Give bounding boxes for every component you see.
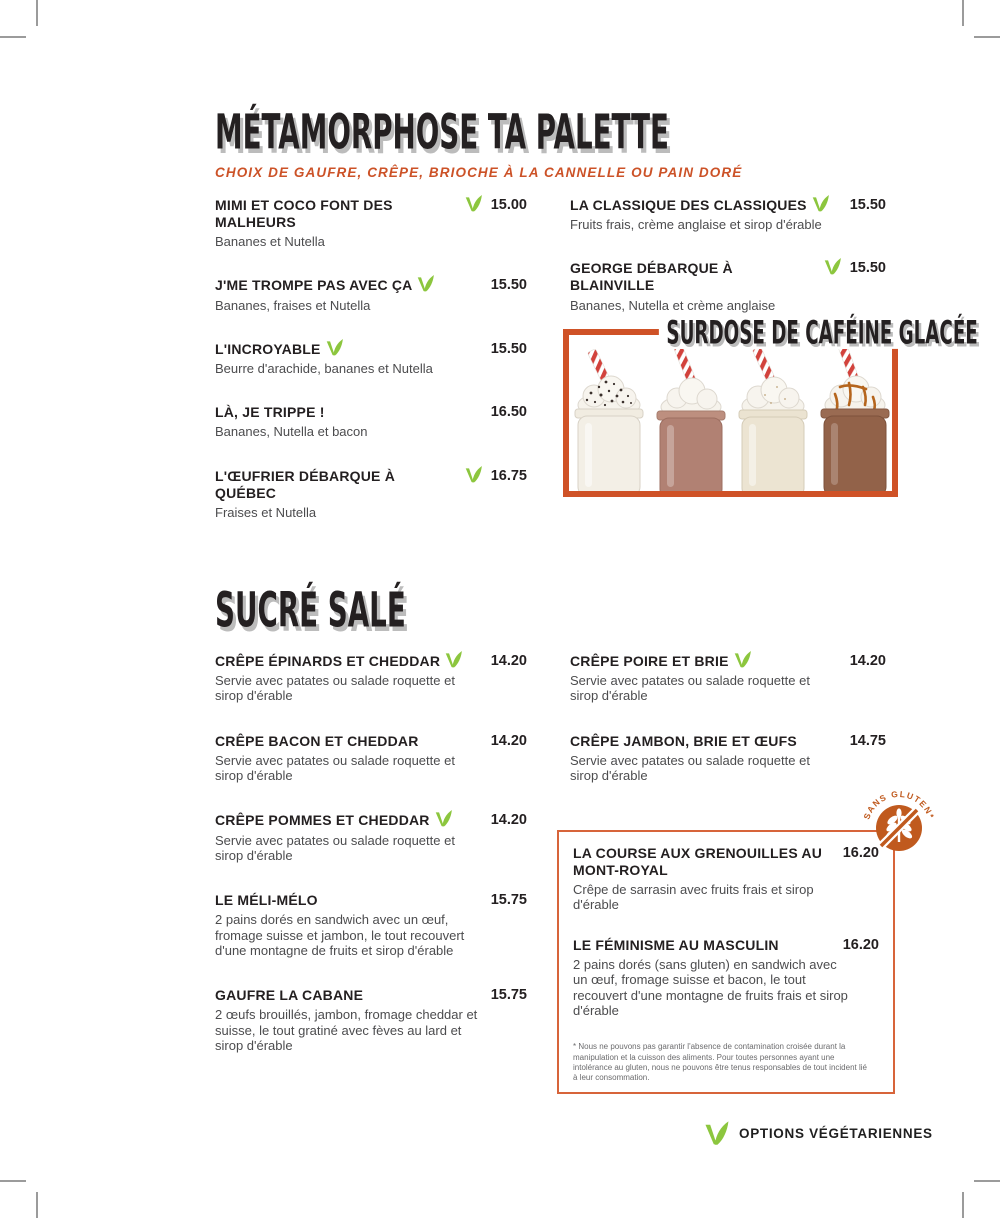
item-price: 15.75 — [490, 987, 527, 1004]
item-description: 2 pains dorés (sans gluten) en sandwich avec un œuf, fromage suisse et bacon, le tout recouvert d'une montagne de fruits frais et sirop d'érable — [573, 956, 848, 1018]
item-price: 16.50 — [490, 404, 527, 421]
milkshake-oreo — [575, 349, 643, 491]
section-1-title-wrap — [215, 104, 936, 161]
legend-label: OPTIONS VÉGÉTARIENNES — [739, 1126, 933, 1141]
section-2-title-wrap — [215, 582, 518, 639]
vegetarian-icon — [444, 650, 463, 669]
crop-mark — [962, 1192, 964, 1218]
item-name: J'ME TROMPE PAS AVEC ÇA — [215, 277, 413, 294]
crop-mark — [974, 36, 1000, 38]
item-description: Bananes, Nutella et bacon — [215, 424, 368, 440]
item-price: 14.75 — [849, 732, 886, 749]
item-price: 14.20 — [490, 732, 527, 749]
item-name: CRÊPE BACON ET CHEDDAR — [215, 732, 419, 749]
gluten-disclaimer: * Nous ne pouvons pas garantir l'absence de contamination croisée durant la manipulation et la cuisson des aliments. Pour toutes personnes ayant une intolérance au gluten, nous ne pouvons être tenus responsables de tout incident lié à leur consommation. — [573, 1042, 867, 1083]
gluten-free-badge — [856, 776, 942, 862]
item-name: LA CLASSIQUE DES CLASSIQUES — [570, 197, 807, 213]
milkshake-chocolate — [657, 349, 725, 491]
item-price: 15.00 — [490, 197, 527, 213]
gluten-badge-label: SANS GLUTEN* — [861, 788, 937, 821]
promo-title-wrap — [563, 313, 978, 352]
menu-item — [215, 197, 527, 249]
vegetarian-icon — [464, 465, 483, 484]
vegetarian-icon — [325, 338, 344, 357]
promo-title: SURDOSE DE CAFÉINE GLACÉE — [659, 317, 985, 349]
section-2-right-column — [570, 653, 886, 812]
item-name: LE FÉMINISME AU MASCULIN — [573, 936, 779, 953]
item-name: LÀ, JE TRIPPE ! — [215, 404, 325, 421]
menu-item — [215, 653, 527, 704]
item-price: 15.50 — [490, 340, 527, 357]
crop-mark — [36, 0, 38, 26]
item-description: Servie avec patates ou salade roquette et sirop d'érable — [215, 752, 455, 784]
item-name: LA COURSE AUX GRENOUILLES AU MONT-ROYAL — [573, 845, 823, 879]
menu-item — [215, 733, 527, 784]
item-name: LE MÉLI-MÉLO — [215, 892, 318, 909]
menu-item — [215, 892, 527, 958]
item-name: CRÊPE JAMBON, BRIE ET ŒUFS — [570, 732, 797, 749]
item-description: Servie avec patates ou salade roquette et sirop d'érable — [215, 673, 455, 704]
menu-item — [215, 987, 527, 1053]
item-price: 15.50 — [849, 197, 886, 213]
gluten-free-box — [557, 830, 895, 1094]
vegetarian-icon — [811, 194, 830, 213]
vegetarian-icon — [416, 274, 435, 293]
menu-item — [570, 197, 886, 232]
item-description: Servie avec patates ou salade roquette et sirop d'érable — [570, 673, 810, 704]
crop-mark — [36, 1192, 38, 1218]
item-name: CRÊPE POMMES ET CHEDDAR — [215, 812, 430, 829]
menu-item — [215, 341, 527, 376]
milkshake-caramel — [821, 349, 889, 491]
menu-item — [570, 733, 886, 784]
item-price: 14.20 — [490, 812, 527, 829]
menu-item — [570, 653, 886, 704]
item-price: 16.20 — [842, 845, 879, 861]
vegetarian-icon — [703, 1120, 730, 1147]
menu-item — [215, 404, 527, 439]
vegetarian-icon — [464, 194, 483, 213]
item-description: Servie avec patates ou salade roquette et sirop d'érable — [570, 752, 810, 784]
vegetarian-icon — [434, 809, 453, 828]
vegetarian-icon — [733, 650, 752, 669]
milkshake-vanilla — [739, 349, 807, 491]
item-description: Crêpe de sarrasin avec fruits frais et sirop d'érable — [573, 882, 814, 913]
vegetarian-legend — [703, 1120, 933, 1147]
menu-item — [573, 937, 879, 1018]
crop-mark — [0, 36, 26, 38]
section-title: MÉTAMORPHOSE TA PALETTE — [215, 104, 669, 161]
item-description: Bananes, Nutella et crème anglaise — [570, 297, 776, 313]
promo-box-iced-coffee — [563, 313, 978, 497]
item-price: 16.75 — [490, 467, 527, 484]
item-description: Bananes et Nutella — [215, 234, 325, 250]
item-name: MIMI ET COCO FONT DES MALHEURS — [215, 197, 393, 231]
item-description: Fraises et Nutella — [215, 504, 317, 520]
item-description: Bananes, fraises et Nutella — [215, 297, 371, 313]
item-price: 14.20 — [490, 653, 527, 669]
item-price: 16.20 — [842, 936, 879, 953]
item-description: Servie avec patates ou salade roquette et sirop d'érable — [215, 832, 455, 863]
item-name: CRÊPE ÉPINARDS ET CHEDDAR — [215, 653, 441, 669]
item-description: 2 pains dorés en sandwich avec un œuf, fromage suisse et jambon, le tout recouvert d'une montagne de fruits et sirop d'érable — [215, 912, 465, 958]
section-subtitle: CHOIX DE GAUFRE, CRÊPE, BRIOCHE À LA CANNELLE OU PAIN DORÉ — [215, 165, 743, 180]
menu-item — [215, 277, 527, 312]
section-1-left-column — [215, 197, 527, 548]
menu-item — [573, 845, 879, 913]
item-name: CRÊPE POIRE ET BRIE — [570, 653, 729, 669]
menu-item — [215, 812, 527, 863]
crop-mark — [0, 1180, 26, 1182]
item-name: L'ŒUFRIER DÉBARQUE À QUÉBEC — [215, 467, 395, 501]
vegetarian-icon — [823, 257, 842, 276]
crop-mark — [974, 1180, 1000, 1182]
item-description: 2 œufs brouillés, jambon, fromage cheddar et suisse, le tout gratiné avec fèves au lard et sirop d'érable — [215, 1007, 478, 1053]
item-price: 14.20 — [849, 653, 886, 669]
item-price: 15.50 — [490, 277, 527, 294]
item-name: GEORGE DÉBARQUE À BLAINVILLE — [570, 260, 733, 294]
item-description: Beurre d'arachide, bananes et Nutella — [215, 360, 433, 376]
milkshakes-photo — [569, 349, 892, 491]
item-price: 15.75 — [490, 892, 527, 909]
menu-item — [215, 468, 527, 520]
item-name: L'INCROYABLE — [215, 340, 321, 357]
menu-item — [570, 260, 886, 312]
section-title: SUCRÉ SALÉ — [215, 582, 406, 639]
section-2-left-column — [215, 653, 527, 1082]
item-description: Fruits frais, crème anglaise et sirop d'érable — [570, 217, 822, 233]
crop-mark — [962, 0, 964, 26]
item-name: GAUFRE LA CABANE — [215, 987, 364, 1004]
item-price: 15.50 — [849, 260, 886, 277]
